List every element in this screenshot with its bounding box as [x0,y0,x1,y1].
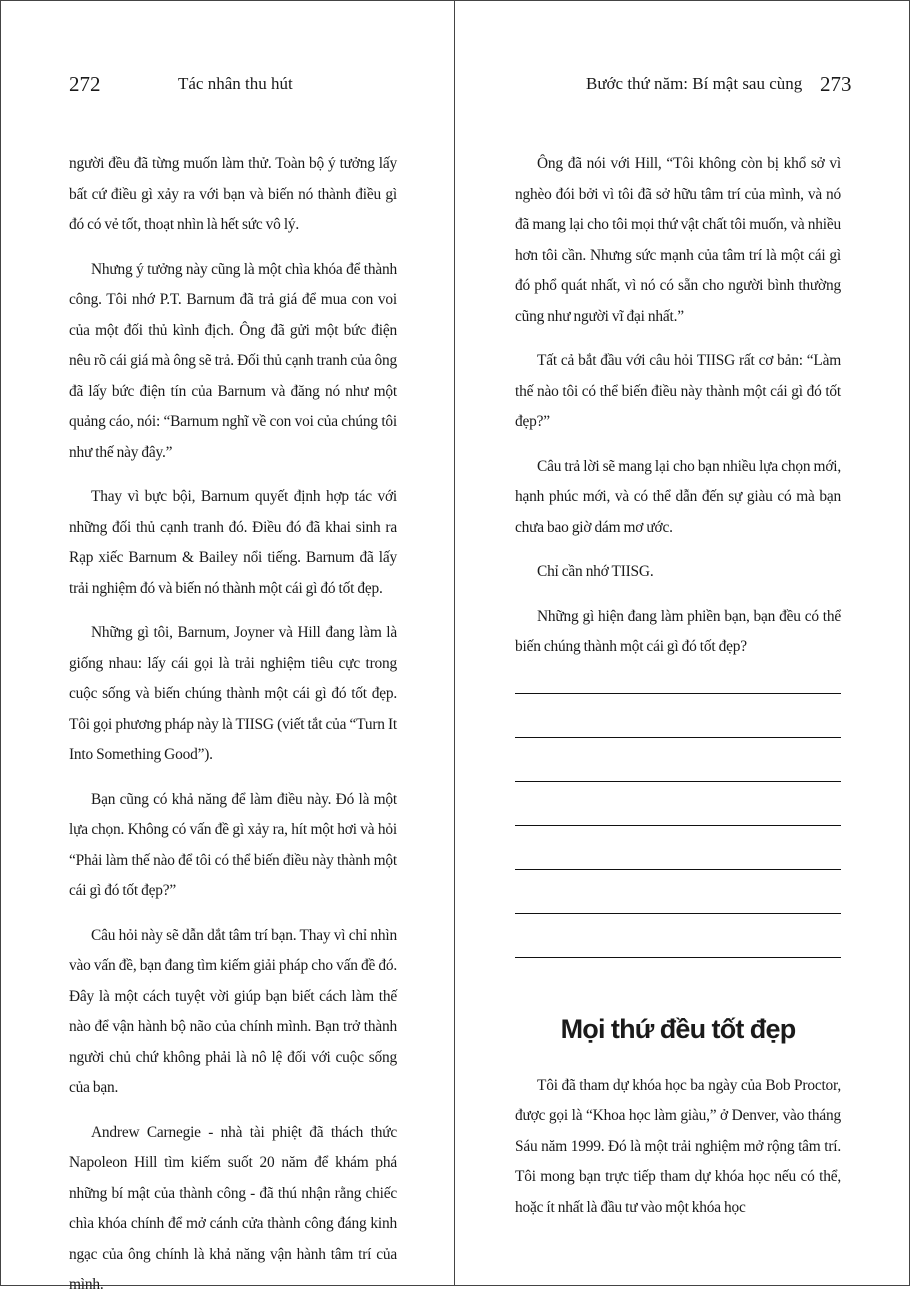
writing-line [515,913,841,914]
body-text [515,149,841,1237]
running-title: Bước thứ năm: Bí mật sau cùng [586,74,803,93]
paragraph: Bạn cũng có khả năng để làm điều này. Đó là một lựa chọn. Không có vấn đề gì xảy ra, hít một hơi và hỏi “Phải làm thế nào để tôi có thể biến điều này thành một cái gì đó tốt đẹp?” [69,790,397,899]
writing-line [515,825,841,826]
paragraph: Ông đã nói với Hill, “Tôi không còn bị khổ sở vì nghèo đói bởi vì tôi đã sở hữu tâm trí của mình, và nó đã mang lại cho tôi mọi thứ vật chất tôi muốn, và nhiều hơn tôi cần. Nhưng sức mạnh của tâm trí là một cái gì đó phổ quát nhất, vì nó có sẵn cho người bình thường cũng như người vĩ đại nhất.” [515,155,841,325]
running-title: Tác nhân thu hút [178,74,293,93]
paragraph: Câu hỏi này sẽ dẫn dắt tâm trí bạn. Thay vì chỉ nhìn vào vấn đề, bạn đang tìm kiếm giải pháp cho vấn đề đó. Đây là một cách tuyệt vời giúp bạn biết cách làm thế nào để vận hành bộ não của chính mình. Bạn trở thành người chủ chứ không phải là nô lệ đối với cuộc sống của bạn. [69,926,397,1096]
paragraph: Andrew Carnegie - nhà tài phiệt đã thách thức Napoleon Hill tìm kiếm suốt 20 năm để khám phá những bí mật của thành công - đã thú nhận rằng chiếc chìa khóa chính để mở cánh cửa thành công đáng kinh ngạc của ông chính là khả năng vận hành tâm trí của mình. [69,1123,397,1293]
paragraph: Chỉ cần nhớ TIISG. [537,563,654,580]
writing-line [515,869,841,870]
paragraph: Những gì hiện đang làm phiền bạn, bạn đều có thể biến chúng thành một cái gì đó tốt đẹp? [515,607,841,655]
paragraph: Những gì tôi, Barnum, Joyner và Hill đang làm là giống nhau: lấy cái gọi là trải nghiệm tiêu cực trong cuộc sống và biến chúng thành một cái gì đó tốt đẹp. Tôi gọi phương pháp này là TIISG (viết tắt của “Turn It Into Something Good”). [69,624,397,763]
paragraph: Tôi đã tham dự khóa học ba ngày của Bob Proctor, được gọi là “Khoa học làm giàu,” ở Denver, vào tháng Sáu năm 1999. Đó là một trải nghiệm mở rộng tâm trí. Tôi mong bạn trực tiếp tham dự khóa học nếu có thể, hoặc ít nhất là đầu tư vào một khóa học [515,1076,841,1216]
page-number: 272 [69,72,101,96]
writing-lines [515,693,841,958]
body-text [69,149,397,1315]
writing-line [515,957,841,958]
paragraph: người đều đã từng muốn làm thử. Toàn bộ ý tưởng lấy bất cứ điều gì xảy ra với bạn và biến nó thành điều gì đó có vẻ tốt, thoạt nhìn là hết sức vô lý. [69,155,397,233]
paragraph: Câu trả lời sẽ mang lại cho bạn nhiều lựa chọn mới, hạnh phúc mới, và có thể dẫn đến sự giàu có mà bạn chưa bao giờ dám mơ ước. [515,457,841,536]
left-page [1,1,455,1293]
section-heading: Mọi thứ đều tốt đẹp [560,1013,796,1044]
writing-line [515,737,841,738]
right-page [456,1,909,1285]
paragraph: Tất cả bắt đầu với câu hỏi TIISG rất cơ bản: “Làm thế nào tôi có thể biến điều này thành một cái gì đó tốt đẹp?” [515,352,841,430]
writing-line [515,781,841,782]
paragraph: Nhưng ý tưởng này cũng là một chìa khóa để thành công. Tôi nhớ P.T. Barnum đã trả giá để mua con voi của một đối thủ kình địch. Ông đã gửi một bức điện nêu rõ cái giá mà ông sẽ trả. Đối thủ cạnh tranh của ông đã lấy bức điện tín của Barnum và đăng nó như một quảng cáo, nói: “Barnum nghĩ về con voi của chúng tôi như thế này đây.” [69,260,397,461]
paragraph: Thay vì bực bội, Barnum quyết định hợp tác với những đối thủ cạnh tranh đó. Điều đó đã khai sinh ra Rạp xiếc Barnum & Bailey nổi tiếng. Barnum đã lấy trải nghiệm đó và biến nó thành một cái gì đó tốt đẹp. [69,488,397,597]
writing-line [515,693,841,694]
page-number: 273 [820,72,852,96]
